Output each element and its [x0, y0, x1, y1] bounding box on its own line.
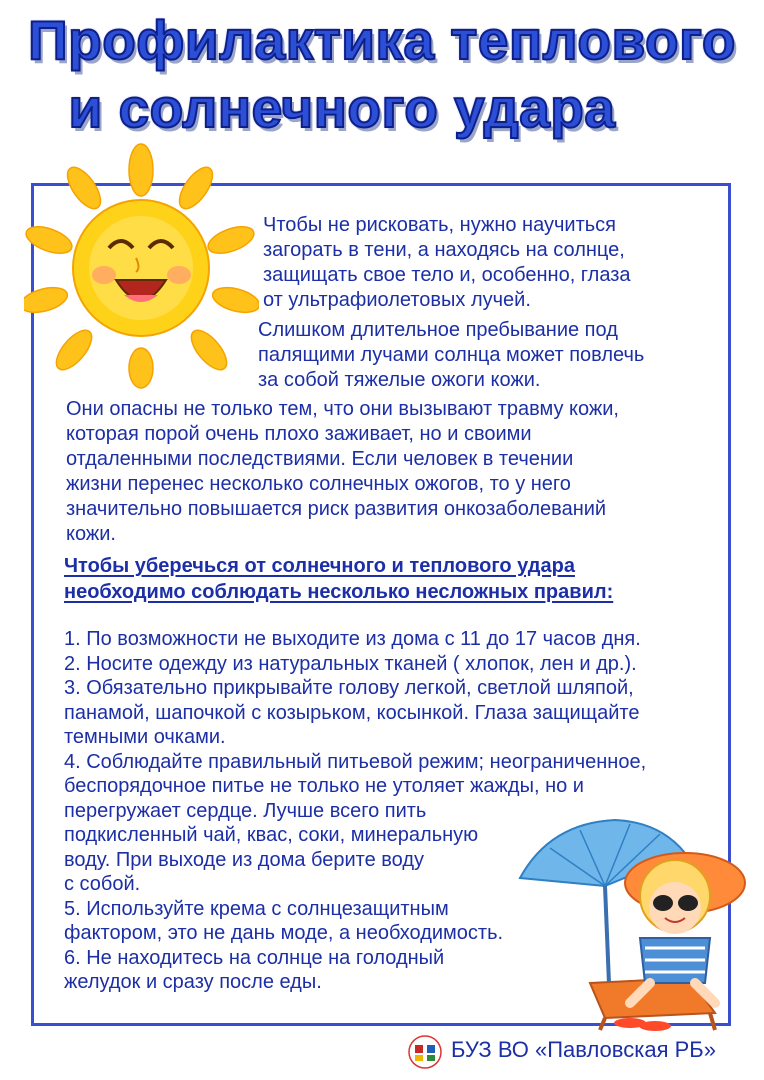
rule-line: воду. При выходе из дома берите воду — [64, 848, 425, 871]
rule-item — [64, 652, 744, 677]
rule-item — [64, 627, 744, 652]
title-line-2: и солнечного удара — [68, 77, 616, 139]
footer-organization: БУЗ ВО «Павловская РБ» — [451, 1037, 716, 1062]
intro-line: отдаленными последствиями. Если человек в течении — [66, 448, 574, 470]
rule-line: перегружает сердце. Лучше всего пить — [64, 799, 427, 822]
intro-line: которая порой очень плохо заживает, но и своими — [66, 423, 532, 445]
girl-under-umbrella-illustration — [510, 808, 746, 1032]
rule-line: 6. Не находитесь на солнце на голодный — [64, 946, 445, 969]
smiling-sun-illustration — [24, 140, 259, 390]
rule-line: 1. По возможности не выходите из дома с 11 до 17 часов дня. — [64, 628, 641, 650]
rule-line: беспорядочное питье не только не утоляет жажды, но и — [64, 775, 584, 797]
intro-line: загорать в тени, а находясь на солнце, — [263, 239, 625, 261]
hospital-logo — [408, 1035, 442, 1069]
intro-line: Слишком длительное пребывание под — [258, 319, 618, 341]
rule-line: 2. Носите одежду из натуральных тканей ( хлопок, лен и др.). — [64, 652, 637, 675]
rules-heading-line-2: необходимо соблюдать несколько несложных правил: — [64, 581, 614, 603]
intro-paragraph-3 — [66, 397, 726, 547]
rule-line: желудок и сразу после еды. — [64, 971, 322, 993]
rule-item — [64, 676, 744, 750]
intro-line: за собой тяжелые ожоги кожи. — [258, 369, 541, 391]
rule-line: панамой, шапочкой с козырьком, косынкой. Глаза защищайте — [64, 701, 640, 724]
rule-line: с собой. — [64, 873, 141, 895]
rule-line: темными очками. — [64, 726, 226, 748]
rules-heading — [64, 553, 724, 605]
intro-line: Они опасны не только тем, что они вызывают травму кожи, — [66, 398, 619, 420]
intro-line: палящими лучами солнца может повлечь — [258, 344, 645, 366]
rule-line: фактором, это не дань моде, а необходимость. — [64, 922, 504, 944]
title-line-1: Профилактика теплового — [28, 9, 736, 71]
intro-line: от ультрафиолетовых лучей. — [263, 289, 531, 311]
intro-line: кожи. — [66, 523, 116, 545]
rule-line: 5. Используйте крема с солнцезащитным — [64, 897, 449, 920]
intro-line: значительно повышается риск развития онкозаболеваний — [66, 498, 607, 520]
intro-line: жизни перенес несколько солнечных ожогов, то у него — [66, 473, 571, 495]
intro-paragraph-1 — [263, 213, 723, 313]
intro-line: Чтобы не рисковать, нужно научиться — [263, 214, 616, 236]
rule-line: подкисленный чай, квас, соки, минеральную — [64, 824, 479, 846]
intro-line: защищать свое тело и, особенно, глаза — [263, 264, 631, 286]
rule-line: 4. Соблюдайте правильный питьевой режим; неограниченное, — [64, 750, 647, 773]
intro-paragraph-2 — [258, 318, 718, 393]
rules-heading-line-1: Чтобы уберечься от солнечного и теплового удара — [64, 555, 575, 577]
rule-line: 3. Обязательно прикрывайте голову легкой, светлой шляпой, — [64, 677, 634, 699]
